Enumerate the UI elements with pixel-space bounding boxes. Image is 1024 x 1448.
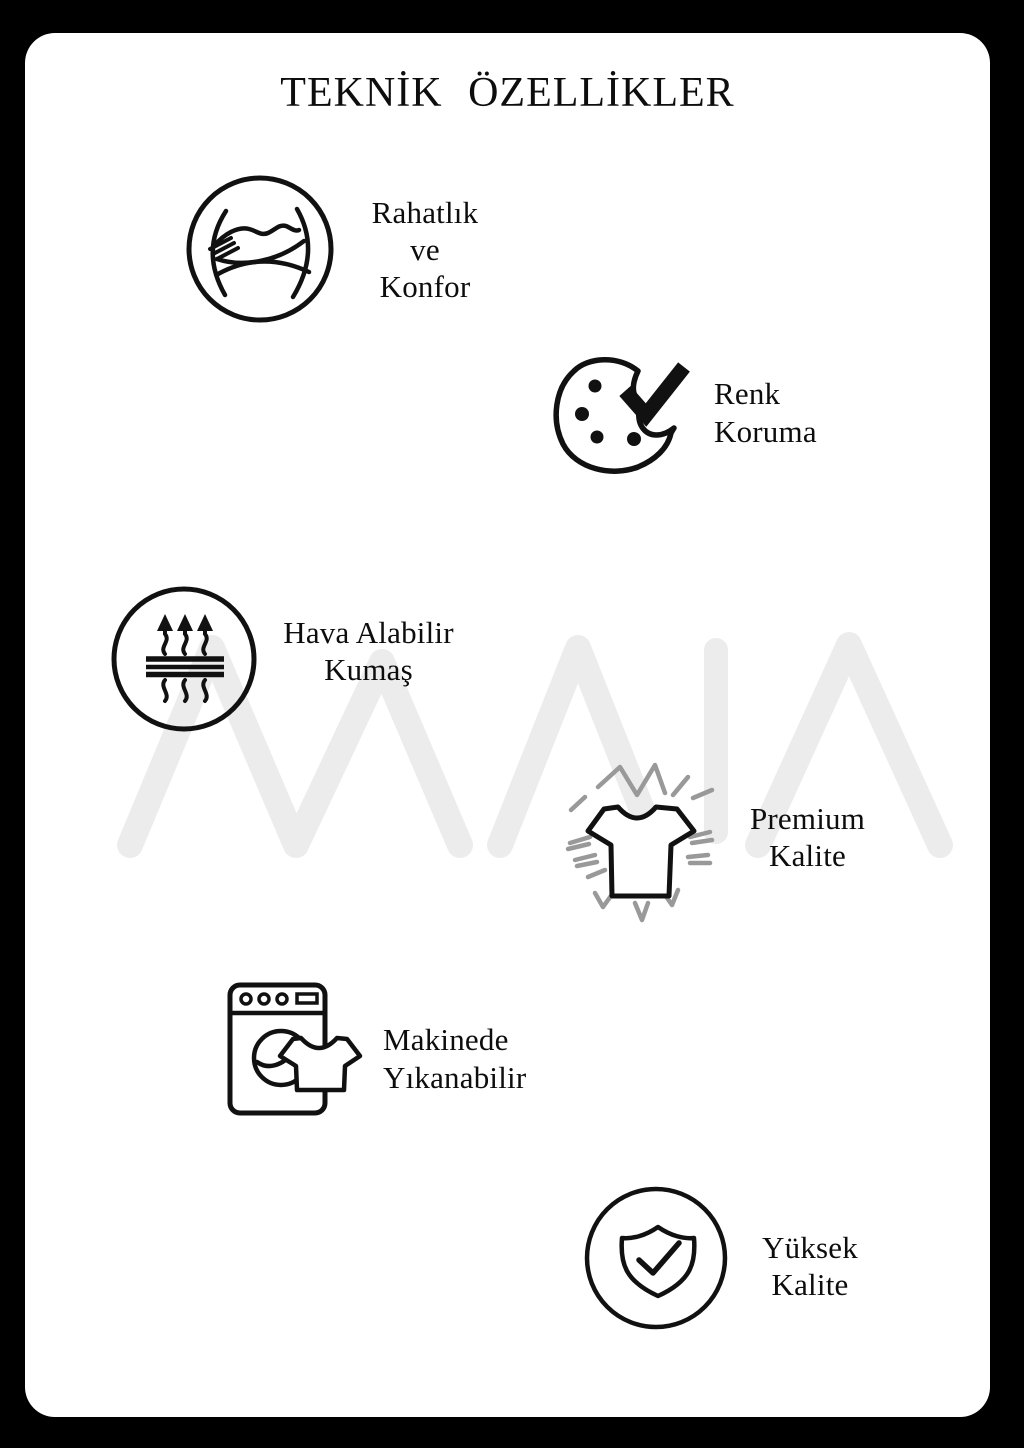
label-line: Yüksek — [762, 1230, 858, 1265]
label-line: Yıkanabilir — [383, 1060, 527, 1095]
palette-outline — [556, 360, 674, 471]
paint-dot — [589, 380, 602, 393]
feature-label-comfort — [330, 194, 520, 305]
paint-dot — [627, 432, 641, 446]
knob — [259, 994, 269, 1004]
feature-label-machine-washable — [383, 1021, 526, 1097]
shield-outline — [622, 1227, 695, 1296]
label-line: Kalite — [769, 838, 846, 873]
label-line: Rahatlık — [371, 195, 479, 230]
feature-label-breathable — [276, 614, 461, 688]
label-line: Renk — [714, 376, 781, 411]
label-line: Kumaş — [324, 652, 413, 687]
knob — [241, 994, 251, 1004]
arrow-heads — [157, 614, 213, 631]
icon-circle — [587, 1189, 725, 1327]
paint-dot — [575, 407, 589, 421]
feature-label-premium — [735, 800, 880, 874]
comfort-hand-icon — [189, 178, 331, 320]
feature-label-high-quality — [744, 1229, 876, 1303]
hand-top — [214, 226, 299, 246]
palette-check-icon — [556, 360, 684, 471]
label-line: Makinede — [383, 1022, 509, 1057]
tshirt-outline — [588, 807, 694, 896]
label-line: Premium — [749, 801, 866, 836]
shield-check-icon — [587, 1189, 725, 1327]
knob — [277, 994, 287, 1004]
paint-dot — [591, 431, 604, 444]
feature-label-color-protection — [714, 375, 817, 451]
page-title: TEKNİK ÖZELLİKLER — [280, 70, 735, 116]
shield-checkmark — [639, 1243, 679, 1273]
display-slot — [297, 994, 317, 1003]
right-arc — [293, 209, 308, 297]
label-line: Hava Alabilir — [283, 615, 454, 650]
label-line: Kalite — [771, 1267, 849, 1302]
label-line: ve — [410, 232, 440, 267]
tshirt-sparkle-icon — [568, 765, 712, 920]
washing-machine-icon — [230, 985, 360, 1113]
label-line: Koruma — [714, 414, 817, 449]
label-line: Konfor — [379, 269, 471, 304]
